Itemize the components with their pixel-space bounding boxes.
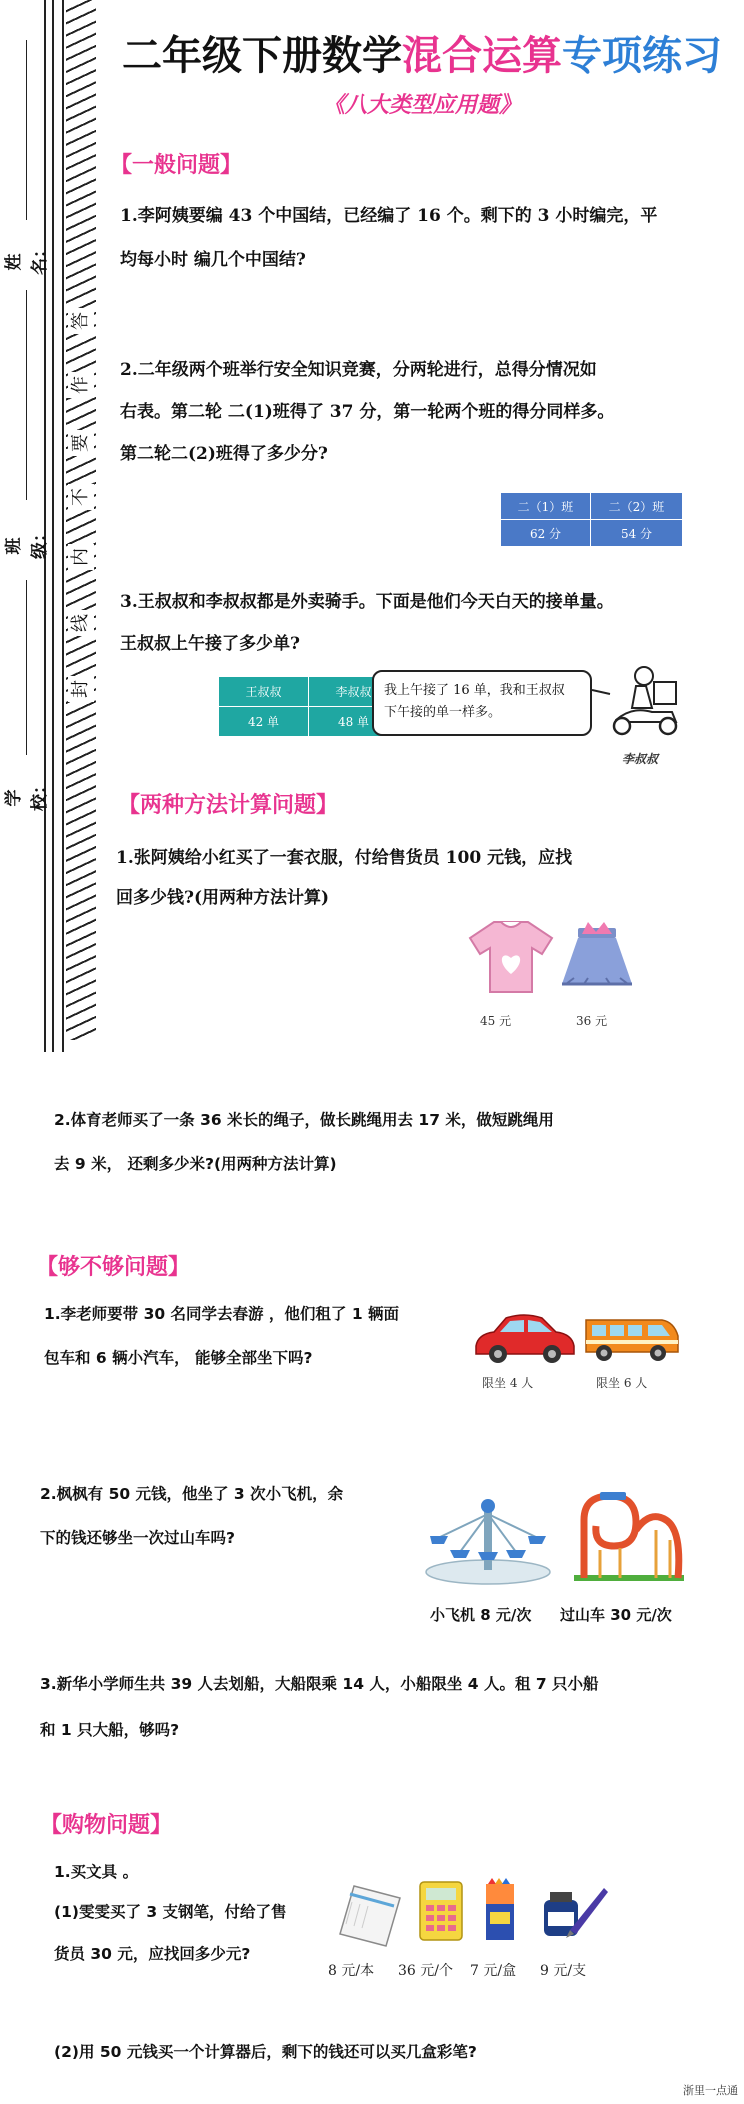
skirt-price: 36 元	[576, 1014, 608, 1028]
bubble-line1: 我上午接了 16 单，我和王叔叔	[384, 683, 565, 698]
section-heading-general: 【一般问题】	[110, 153, 243, 178]
two-methods-q1-line2: 回多少钱?(用两种方法计算)	[116, 888, 330, 908]
pen-and-ink-icon	[540, 1880, 610, 1942]
crayons-price: 7 元/盒	[470, 1963, 517, 1979]
coaster-price: 过山车 30 元/次	[560, 1606, 672, 1624]
section-heading-enough: 【够不够问题】	[36, 1255, 191, 1280]
van-icon	[582, 1310, 682, 1364]
name-label: 姓名：	[4, 241, 50, 275]
roller-coaster-icon	[570, 1490, 688, 1586]
seal-char: 答	[68, 308, 94, 334]
orders-table-cell: 48 单	[309, 707, 399, 737]
class-blank-line	[26, 290, 27, 500]
general-q2-line1: 2.二年级两个班举行安全知识竞赛，分两轮进行，总得分情况如	[120, 360, 597, 380]
class-label: 班级：	[4, 525, 50, 559]
two-methods-q2-line1: 2.体育老师买了一条 36 米长的绳子，做长跳绳用去 17 米，做短跳绳用	[54, 1111, 554, 1129]
page-title	[100, 30, 744, 82]
speech-bubble	[372, 670, 592, 736]
calculator-price: 36 元/个	[398, 1963, 453, 1979]
two-methods-q2-line2: 去 9 米， 还剩多少米?(用两种方法计算)	[54, 1155, 337, 1173]
section-heading-two-methods: 【两种方法计算问题】	[118, 793, 339, 818]
enough-q1-line2: 包车和 6 辆小汽车， 能够全部坐下吗?	[44, 1349, 313, 1367]
general-q2-line3: 第二轮二(2)班得了多少分?	[120, 444, 328, 464]
general-q3-line1: 3.王叔叔和李叔叔都是外卖骑手。下面是他们今天白天的接单量。	[120, 592, 614, 612]
score-table-cell: 62 分	[501, 520, 591, 547]
orders-table-header: 王叔叔	[219, 677, 309, 707]
score-table-header: 二（1）班	[501, 493, 591, 520]
seal-char: 作	[68, 372, 94, 398]
delivery-rider-icon	[592, 664, 684, 748]
school-label: 学校：	[4, 777, 50, 811]
binding-line	[62, 0, 64, 1052]
score-table-cell: 54 分	[591, 520, 683, 547]
enough-q3-line2: 和 1 只大船，够吗?	[40, 1721, 180, 1739]
school-blank-line	[26, 580, 27, 755]
shopping-q1-line2: 货员 30 元，应找回多少元?	[54, 1945, 251, 1963]
rider-label: 李叔叔	[622, 752, 659, 766]
shopping-q1-line1: (1)雯雯买了 3 支钢笔，付给了售	[54, 1903, 287, 1921]
shirt-price: 45 元	[480, 1014, 512, 1028]
van-capacity: 限坐 6 人	[596, 1376, 648, 1390]
title-grade: 二年级下册数学	[122, 33, 402, 79]
score-table	[500, 492, 683, 547]
general-q1-line1: 1.李阿姨要编 43 个中国结，已经编了 16 个。剩下的 3 小时编完，平	[120, 206, 658, 226]
shirt-icon	[466, 916, 556, 996]
seal-char: 封	[68, 676, 94, 702]
general-q1-line2: 均每小时 编几个中国结?	[120, 250, 306, 270]
footer-watermark: 浙里一点通	[683, 2084, 738, 2097]
orders-table-header: 李叔叔	[309, 677, 399, 707]
general-q3-line2: 王叔叔上午接了多少单?	[120, 634, 300, 654]
enough-q2-line1: 2.枫枫有 50 元钱，他坐了 3 次小飞机，余	[40, 1485, 344, 1503]
section-heading-shopping: 【购物问题】	[40, 1813, 173, 1838]
pen-price: 9 元/支	[540, 1963, 587, 1979]
page-subtitle: 《八大类型应用题》	[322, 93, 521, 118]
seal-char: 线	[68, 610, 94, 636]
general-q2-line2: 右表。第二轮 二(1)班得了 37 分，第一轮两个班的得分同样多。	[120, 402, 615, 422]
notebook-icon	[338, 1880, 404, 1950]
notebook-price: 8 元/本	[328, 1963, 375, 1979]
seal-char: 要	[68, 430, 94, 456]
score-table-header: 二（2）班	[591, 493, 683, 520]
plane-price: 小飞机 8 元/次	[430, 1606, 532, 1624]
enough-q1-line1: 1.李老师要带 30 名同学去春游 ，他们租了 1 辆面	[44, 1305, 400, 1323]
orders-table-cell: 42 单	[219, 707, 309, 737]
two-methods-q1-line1: 1.张阿姨给小红买了一套衣服，付给售货员 100 元钱，应找	[116, 848, 573, 868]
calculator-icon	[418, 1880, 464, 1942]
binding-line	[52, 0, 54, 1052]
title-practice: 专项练习	[562, 33, 722, 79]
crayons-box-icon	[482, 1878, 518, 1942]
title-topic: 混合运算	[402, 33, 562, 79]
enough-q3-line1: 3.新华小学师生共 39 人去划船，大船限乘 14 人，小船限坐 4 人。租 7 只小船	[40, 1675, 599, 1693]
skirt-icon	[558, 922, 636, 992]
shopping-q2: (2)用 50 元钱买一个计算器后，剩下的钱还可以买几盒彩笔?	[54, 2043, 477, 2061]
name-blank-line	[26, 40, 27, 220]
seal-char: 不	[68, 484, 94, 510]
shopping-intro: 1.买文具 。	[54, 1863, 139, 1881]
enough-q2-line2: 下的钱还够坐一次过山车吗?	[40, 1529, 235, 1547]
binding-hatch	[66, 0, 96, 1040]
car-icon	[470, 1310, 578, 1366]
binding-margin	[0, 0, 100, 1060]
plane-ride-icon	[420, 1494, 556, 1586]
seal-char: 内	[68, 544, 94, 570]
bubble-line2: 下午接的单一样多。	[384, 705, 502, 720]
car-capacity: 限坐 4 人	[482, 1376, 534, 1390]
